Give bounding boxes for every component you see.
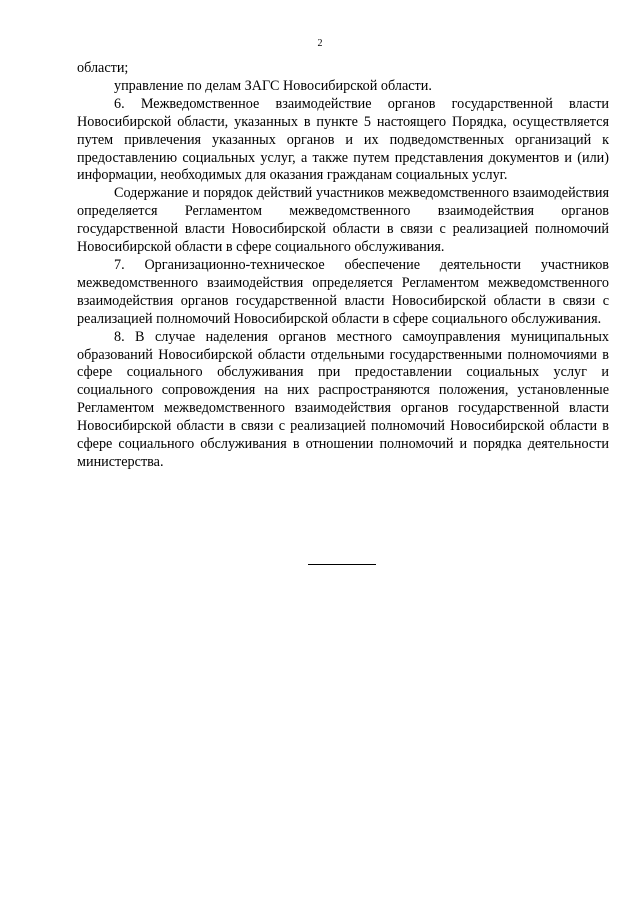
end-separator-line — [308, 564, 376, 565]
page-number: 2 — [317, 38, 323, 49]
paragraph-item-7: 7. Организационно-техническое обеспечение деятельности участников межведомственного взаимодействия определяется Регламентом межведомственного взаимодействия органов государственной власти Новосибирской области в связи с реализацией полномочий Новосибирской области в сфере социального обслуживания. — [77, 256, 609, 327]
paragraph-item-8: 8. В случае наделения органов местного самоуправления муниципальных образований Новосибирской области отдельными государственными полномочиями в сфере социального обслуживания при предоставлении социальных услуг и социального сопровождения на них распространяются положения, установленные Регламентом межведомственного взаимодействия органов государственной власти Новосибирской области в связи с реализацией полномочий Новосибирской области в сфере социального обслуживания в отношении полномочий и порядка деятельности министерства. — [77, 328, 609, 470]
paragraph-item-6: 6. Межведомственное взаимодействие органов государственной власти Новосибирской области, указанных в пункте 5 настоящего Порядка, осуществляется путем привлечения указанных органов и их подведомственных организаций к предоставлению социальных услуг, а также путем представления документов и (или) информации, необходимых для оказания гражданам социальных услуг. — [77, 95, 609, 184]
document-body — [77, 60, 609, 472]
paragraph-zags: управление по делам ЗАГС Новосибирской области. — [114, 77, 432, 94]
paragraph-continuation: области; — [77, 60, 129, 76]
paragraph-content-order: Содержание и порядок действий участников межведомственного взаимодействия определяется Регламентом межведомственного взаимодействия органов государственной власти Новосибирской области в связи с реализацией полномочий Новосибирской области в сфере социального обслуживания. — [77, 185, 609, 256]
